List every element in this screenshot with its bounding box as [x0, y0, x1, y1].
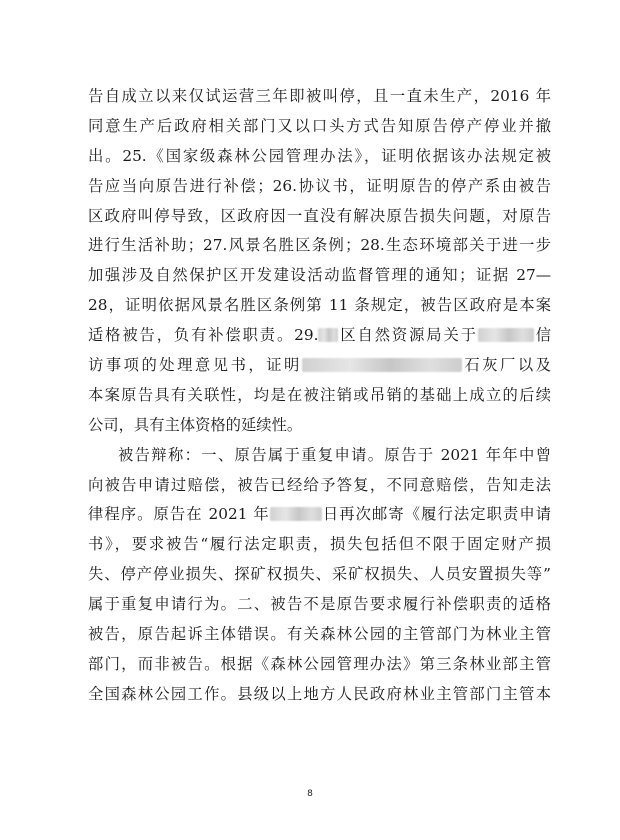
text-segment: 被告，原告起诉主体错误。有关森林公园的主管部门为林业主管 — [88, 625, 551, 644]
text-line — [88, 291, 551, 321]
text-line — [88, 202, 551, 232]
text-segment: 全国森林公园工作。县级以上地方人民政府林业主管部门主管本 — [88, 684, 551, 703]
text-segment: 区自然资源局关于 — [338, 326, 478, 345]
text-line — [88, 650, 551, 680]
redaction-block — [478, 328, 534, 342]
text-segment: 属于重复申请行为。二、被告不是原告要求履行补偿职责的适格 — [88, 595, 551, 614]
text-line — [88, 172, 551, 202]
text-line — [88, 381, 551, 411]
text-line — [88, 680, 551, 710]
text-line — [88, 471, 551, 501]
text-segment: 进行生活补助；27.风景名胜区条例；28.生态环境部关于进一步 — [88, 236, 551, 255]
document-body — [88, 82, 551, 710]
paragraph-first-line — [88, 441, 551, 471]
text-line — [88, 411, 551, 441]
text-segment: 失、停产停业损失、探矿权损失、采矿权损失、人员安置损失等” — [88, 565, 551, 584]
text-segment: 同意生产后政府相关部门又以口头方式告知原告停产停业并撤 — [88, 116, 551, 135]
text-segment: 律程序。原告在 2021 年 — [88, 505, 270, 524]
text-segment: 适格被告，负有补偿职责。29. — [88, 326, 319, 345]
text-line — [88, 620, 551, 650]
text-line — [88, 590, 551, 620]
text-line — [88, 82, 551, 112]
text-segment: 加强涉及自然保护区开发建设活动监督管理的通知；证据 27— — [88, 266, 551, 285]
text-line — [88, 112, 551, 142]
text-segment: 书》，要求被告“履行法定职责，损失包括但不限于固定财产损 — [88, 535, 552, 554]
text-segment: 出。25.《国家级森林公园管理办法》，证明依据该办法规定被 — [88, 146, 551, 165]
text-segment: 本案原告具有关联性，均是在被注销或吊销的基础上成立的后续 — [88, 385, 551, 404]
text-line — [88, 231, 551, 261]
text-line — [88, 142, 551, 172]
text-segment: 访事项的处理意见书，证明 — [88, 356, 302, 375]
text-line — [88, 530, 551, 560]
text-segment: 石灰厂以及 — [461, 356, 551, 375]
text-segment: 日再次邮寄《履行法定职责申请 — [321, 505, 551, 524]
text-line — [88, 261, 551, 291]
text-segment: 被告辩称：一、原告属于重复申请。原告于 2021 年年中曾 — [118, 445, 551, 464]
text-segment: 信 — [533, 326, 551, 345]
text-line — [88, 560, 551, 590]
redaction-block — [318, 328, 338, 342]
text-segment: 28，证明依据风景名胜区条例第 11 条规定，被告区政府是本案 — [88, 296, 551, 315]
text-segment: 告自成立以来仅试运营三年即被叫停，且一直未生产，2016 年 — [88, 87, 551, 105]
text-line — [88, 351, 551, 381]
text-line — [88, 321, 551, 351]
text-segment: 公司，具有主体资格的延续性。 — [88, 415, 303, 434]
text-segment: 区政府叫停导致，区政府因一直没有解决原告损失问题，对原告 — [88, 206, 551, 225]
redaction-block — [302, 358, 462, 372]
text-segment: 告应当向原告进行补偿；26.协议书，证明原告的停产系由被告 — [88, 176, 551, 195]
page-number: 8 — [307, 789, 313, 799]
text-segment: 向被告申请过赔偿，被告已经给予答复，不同意赔偿，告知走法 — [88, 475, 551, 494]
redaction-block — [270, 507, 322, 521]
text-segment: 部门，而非被告。根据《森林公园管理办法》第三条林业部主管 — [88, 654, 551, 673]
text-line — [88, 500, 551, 530]
